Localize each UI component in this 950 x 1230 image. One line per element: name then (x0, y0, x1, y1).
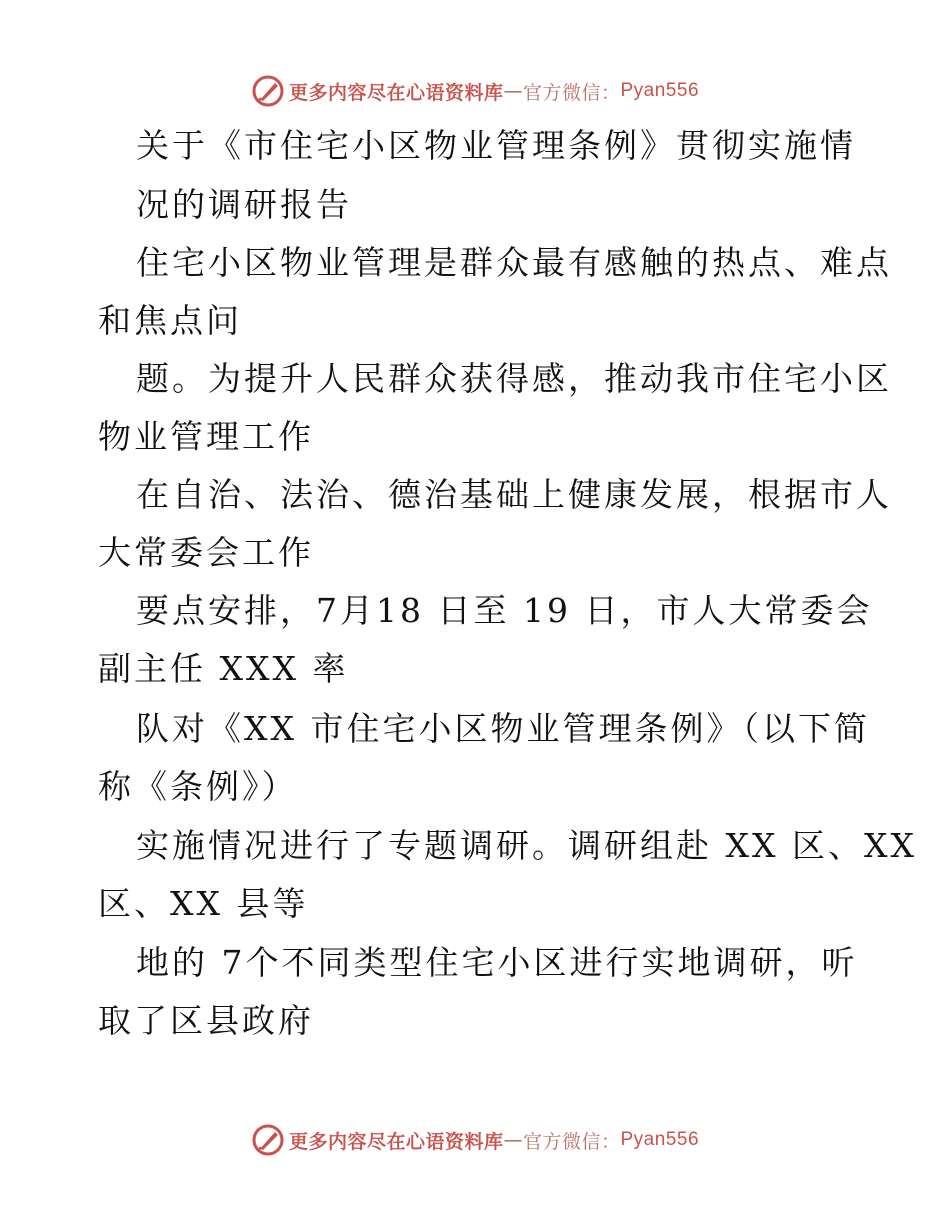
footer-watermark (0, 1120, 950, 1160)
text-line: 区、XX 县等 (98, 884, 309, 923)
text-line: 物业管理工作 (98, 417, 314, 456)
text-line: 队对《XX 市住宅小区物业管理条例》（以下简 (136, 709, 870, 748)
watermark-wechat-id: Pyan556 (620, 80, 700, 101)
text-line: 住宅小区物业管理是群众最有感触的热点、难点 (136, 243, 892, 282)
text-line: 大常委会工作 (98, 533, 314, 572)
text-line: 在自治、法治、德治基础上健康发展，根据市人 (136, 475, 892, 514)
watermark-dash: — (503, 1129, 523, 1151)
quill-logo-icon (251, 1123, 285, 1157)
text-line: 题。为提升人民群众获得感，推动我市住宅小区 (136, 359, 892, 398)
text-line: 况的调研报告 (136, 185, 352, 224)
text-line: 取了区县政府 (98, 1001, 314, 1040)
watermark-wechat-label: 官方微信： (522, 81, 621, 104)
quill-logo-icon (251, 74, 285, 108)
text-line: 关于《市住宅小区物业管理条例》贯彻实施情 (136, 126, 856, 165)
watermark-brand: 更多内容尽在心语资料库 (288, 81, 504, 104)
text-line: 和焦点问 (98, 301, 242, 340)
watermark-dash: — (503, 80, 523, 102)
header-watermark (0, 71, 950, 111)
text-line: 要点安排，7月18 日至 19 日，市人大常委会 (136, 591, 873, 630)
watermark-wechat-id: Pyan556 (620, 1129, 700, 1150)
text-line: 地的 7个不同类型住宅小区进行实地调研，听 (136, 943, 858, 982)
text-line: 副主任 XXX 率 (98, 649, 349, 688)
text-line: 实施情况进行了专题调研。调研组赴 XX 区、XX (136, 826, 917, 865)
text-line: 称《条例》） (98, 767, 298, 806)
watermark-brand: 更多内容尽在心语资料库 (288, 1130, 504, 1153)
watermark-wechat-label: 官方微信： (522, 1130, 621, 1153)
